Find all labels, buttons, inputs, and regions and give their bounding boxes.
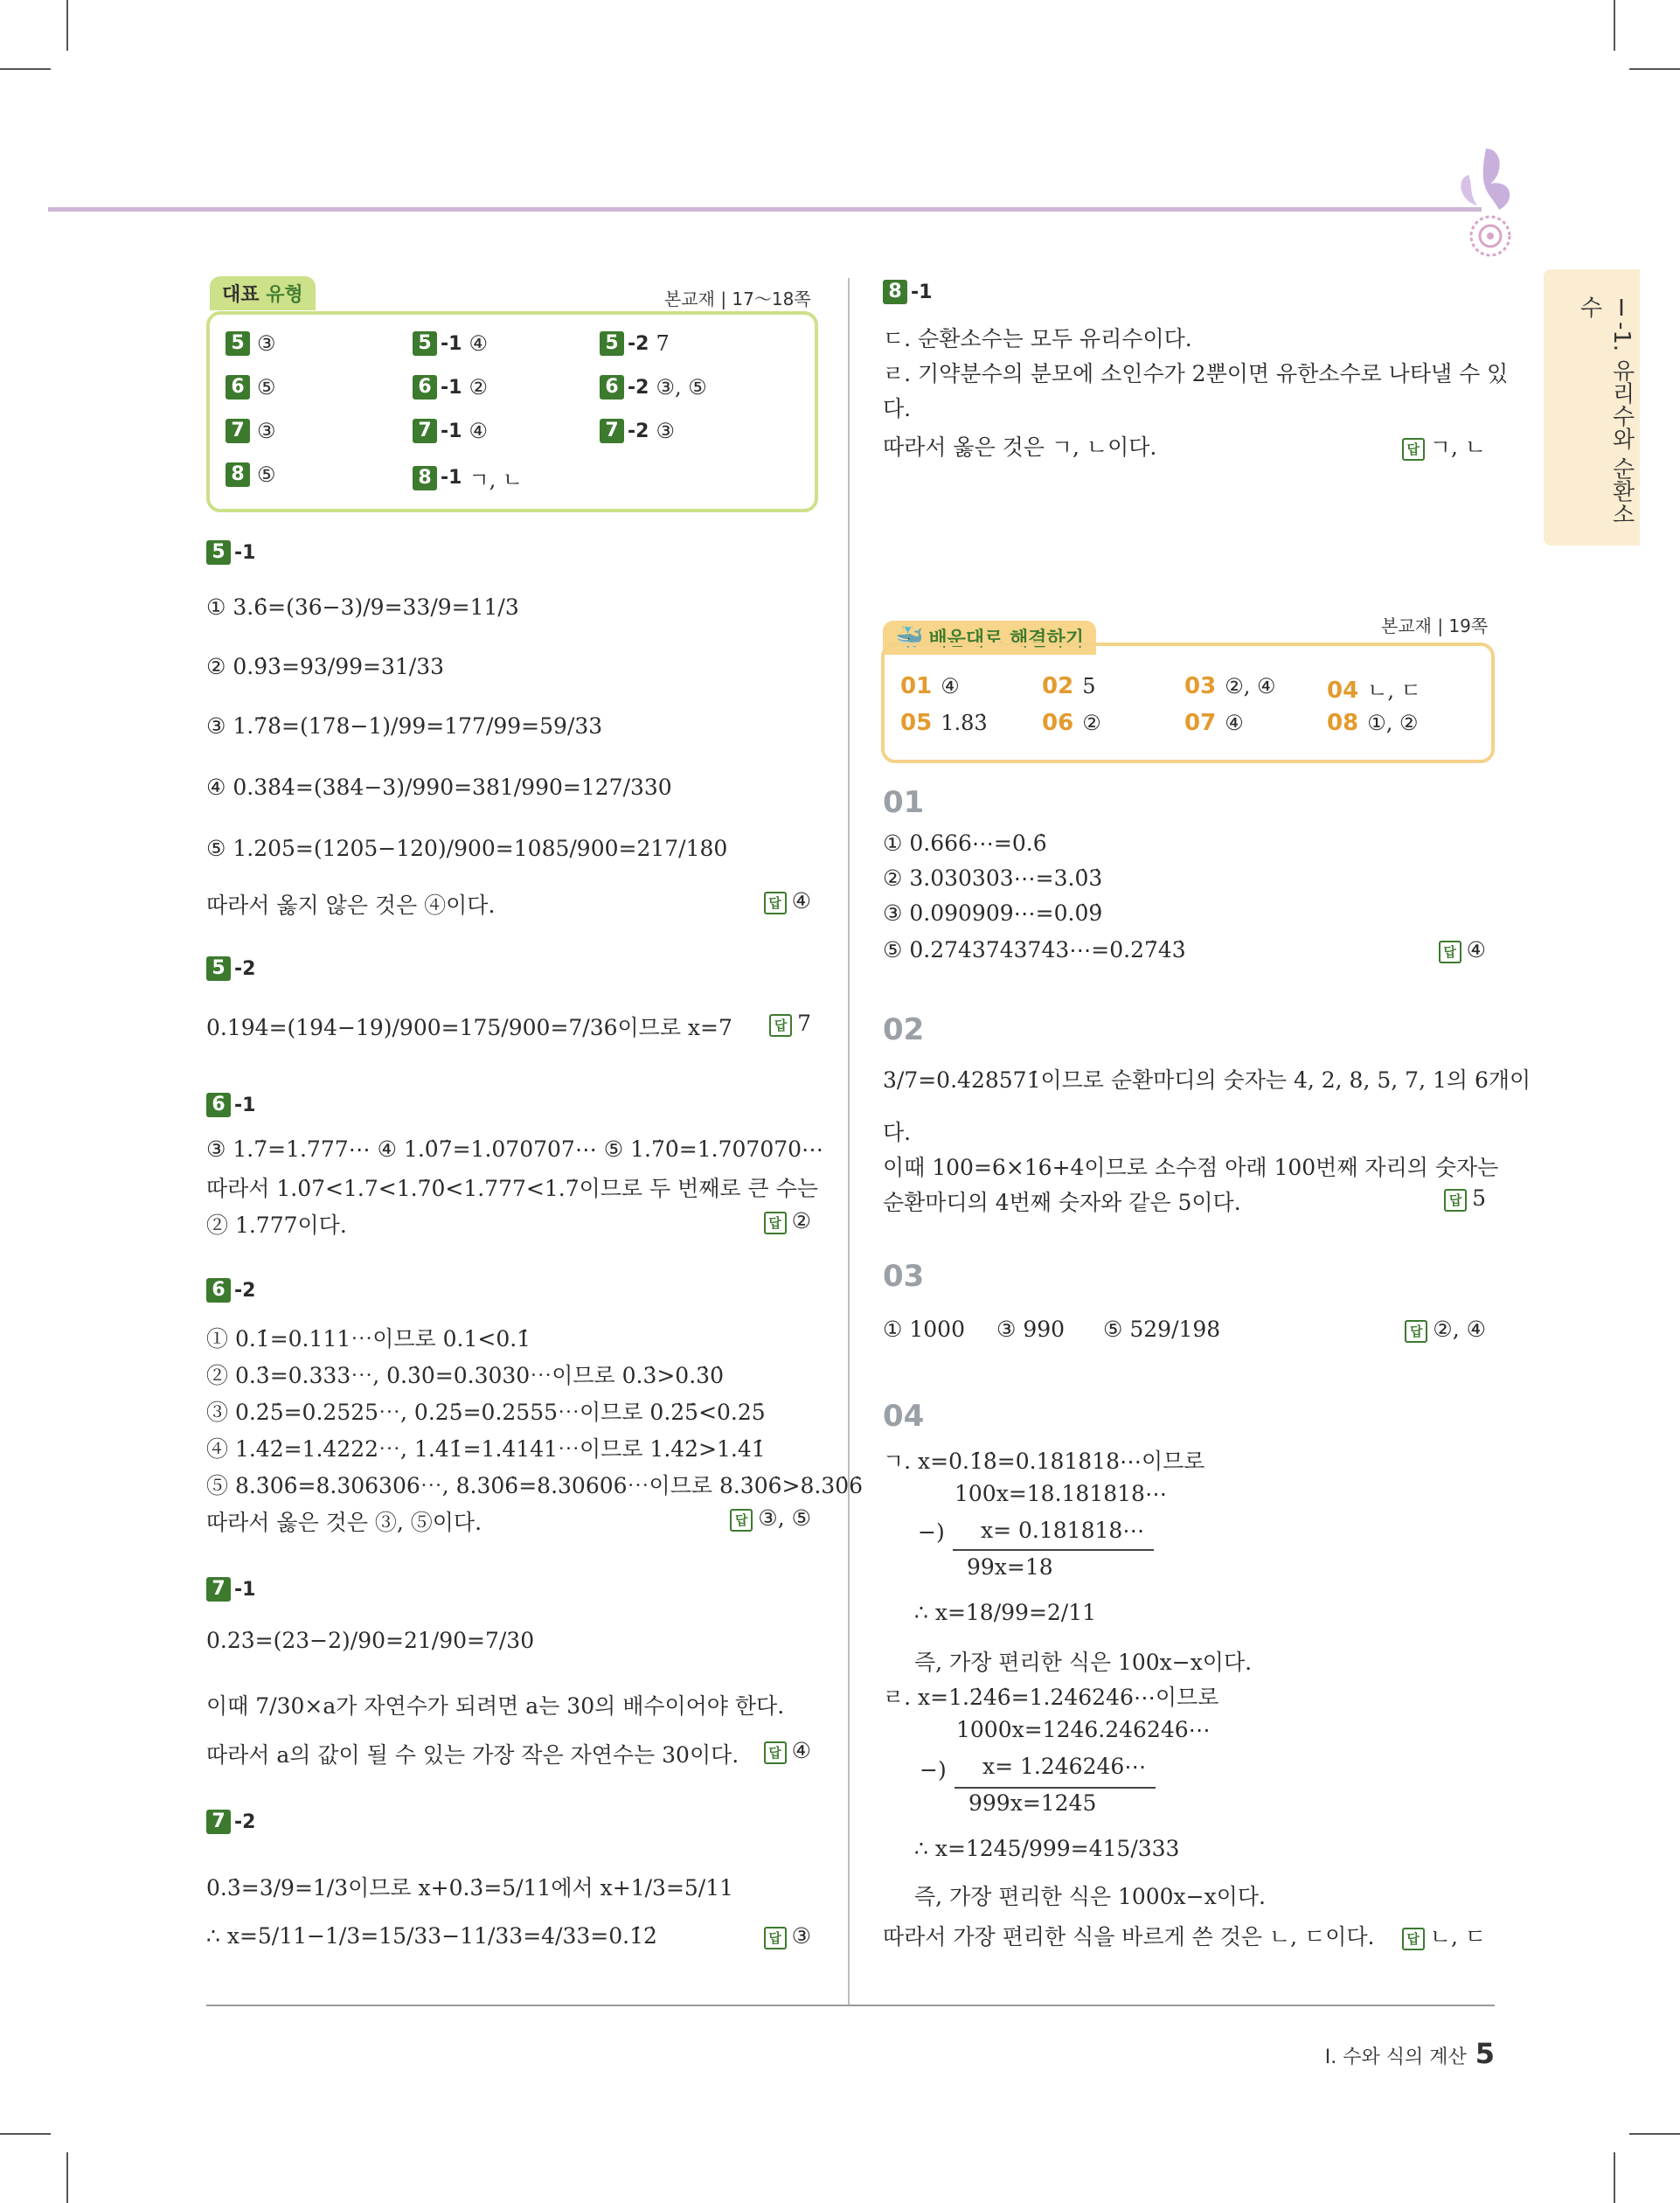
crop-mark — [1614, 2152, 1615, 2203]
rep-cell — [413, 375, 488, 400]
answer-mark — [764, 1208, 811, 1234]
answer-badge-icon: 답 — [1444, 1189, 1467, 1212]
answer-value: ㄴ, ㄷ — [1429, 1924, 1486, 1949]
question-number: 04 — [883, 1399, 925, 1434]
rep-num-badge: 5 — [226, 331, 250, 356]
answer-mark — [1405, 1317, 1486, 1343]
solution-line: 999x=1245 — [968, 1790, 1097, 1816]
answer-value: 7 — [797, 1011, 811, 1036]
footer-chapter: Ⅰ. 수와 식의 계산 — [1324, 2047, 1467, 2068]
solution-line: 99x=18 — [967, 1554, 1053, 1580]
learn-cell — [1042, 673, 1095, 699]
page-footer — [1325, 2037, 1495, 2070]
answer-mark — [769, 1011, 811, 1037]
rep-cell — [413, 331, 488, 356]
answer-mark — [764, 1738, 811, 1764]
answer-badge-icon: 답 — [730, 1509, 753, 1532]
solution-line: ① 1000 — [883, 1317, 965, 1342]
solution-line: 다. — [883, 1120, 912, 1145]
page-number: 5 — [1475, 2037, 1495, 2070]
learn-tag-label: 배운대로 해결하기 — [928, 629, 1085, 650]
solution-line: ① 0.666⋯=0.6̇ — [883, 830, 1047, 856]
rep-answer: ㄱ, ㄴ — [469, 468, 524, 492]
answer-mark — [1439, 937, 1486, 963]
learn-cell — [1327, 673, 1421, 704]
section-num-badge: 5 — [206, 956, 231, 981]
rep-num-badge: 6 — [600, 375, 624, 400]
subtraction-rule — [953, 1549, 1154, 1551]
crop-mark — [66, 0, 68, 51]
learn-answer: ④ — [941, 674, 960, 698]
solution-line: ⑤ 0.2743743743⋯=0.27̇43̇ — [883, 937, 1186, 963]
solution-line: ∴ x=5/11−1/3=15/33−11/33=4/33=0.1̇2̇ — [206, 1923, 657, 1949]
solution-line: 따라서 1.0̇7̇<1.7<1.7̇0̇<1.777<1.7̇이므로 두 번째로 큰 수는 — [206, 1176, 818, 1201]
answer-value: ㄱ, ㄴ — [1429, 434, 1486, 460]
rep-answer: ④ — [469, 419, 488, 443]
solution-line: 따라서 a의 값이 될 수 있는 가장 작은 자연수는 30이다. — [206, 1742, 739, 1768]
section-num-badge: 6 — [206, 1093, 231, 1117]
learn-num: 05 — [900, 710, 933, 736]
rep-num-badge: 8 — [226, 462, 250, 487]
rep-answer: ⑤ — [257, 462, 276, 487]
learn-num: 07 — [1184, 710, 1217, 736]
rep-cell — [226, 462, 276, 487]
learn-cell — [900, 673, 960, 699]
section-num-badge: 8 — [883, 280, 907, 304]
learn-cell — [1042, 710, 1101, 736]
learn-num: 04 — [1327, 678, 1359, 704]
header-rule — [48, 207, 1482, 212]
solution-line: ① 3.6̇=(36−3)/9=33/9=11/3 — [206, 594, 519, 620]
solution-line: 0.3̇=3/9=1/3이므로 x+0.3̇=5/11에서 x+1/3=5/11 — [206, 1875, 734, 1901]
rep-num-badge: 7 — [226, 419, 250, 443]
solution-line: 따라서 옳은 것은 ③, ⑤이다. — [206, 1510, 482, 1535]
rep-sub: -1 — [441, 332, 462, 355]
rep-num-badge: 7 — [600, 419, 624, 443]
answer-badge-icon: 답 — [1405, 1320, 1427, 1343]
section-num-badge: 6 — [206, 1278, 231, 1303]
rep-type-tag — [210, 276, 316, 310]
section-heading — [206, 540, 255, 565]
learn-num: 01 — [900, 673, 933, 699]
footer-rule — [206, 2005, 1495, 2006]
solution-line: ㄱ. x=0.1̇8̇=0.181818⋯이므로 — [883, 1449, 1205, 1474]
rep-cell — [413, 462, 523, 493]
rep-cell — [600, 419, 675, 443]
rep-cell — [413, 419, 488, 443]
section-heading — [206, 1810, 255, 1834]
solution-line: 다. — [883, 396, 912, 421]
rep-page-ref: 본교재 | 17～18쪽 — [664, 288, 811, 309]
rep-num-badge: 8 — [413, 466, 437, 490]
answer-value: ④ — [1466, 937, 1486, 963]
rep-answer: ③, ⑤ — [656, 375, 707, 400]
solution-line: ㄹ. 기약분수의 분모에 소인수가 2뿐이면 유한소수로 나타낼 수 있 — [883, 361, 1509, 386]
solution-line: ⑤ 1.205̇=(1205−120)/900=1085/900=217/180 — [206, 836, 728, 861]
minus-sign: −) — [920, 1757, 947, 1783]
solution-line: ③ 0.090909⋯=0.0̇9̇ — [883, 900, 1103, 926]
rep-answer: 7 — [656, 331, 670, 356]
section-sub: -2 — [234, 957, 256, 980]
answer-value: 5 — [1472, 1185, 1486, 1211]
solution-line: ③ 1.7̇8̇=(178−1)/99=177/99=59/33 — [206, 713, 603, 739]
solution-line: 이때 100=6×16+4이므로 소수점 아래 100번째 자리의 숫자는 — [883, 1155, 1499, 1180]
learn-cell — [1184, 673, 1275, 699]
rep-cell — [226, 375, 276, 400]
rep-num-badge: 5 — [413, 331, 437, 356]
crop-mark — [1629, 2133, 1680, 2135]
answer-value: ③ — [791, 1923, 811, 1949]
crop-mark — [1629, 68, 1680, 70]
section-num-badge: 7 — [206, 1577, 231, 1602]
answer-value: ②, ④ — [1433, 1317, 1486, 1342]
solution-line: ⑤ 8.3̇06̇=8.306306⋯, 8.30̇6̇=8.30606⋯이므로 8.3̇06̇>8.30̇6̇ — [206, 1473, 864, 1498]
rep-answer: ④ — [469, 331, 488, 356]
answer-value: ④ — [791, 888, 811, 914]
rep-num-badge: 6 — [226, 375, 250, 400]
rep-tag-word2: 유형 — [266, 284, 303, 306]
learn-answer: ② — [1082, 711, 1101, 735]
rep-num-badge: 7 — [413, 419, 437, 443]
rep-answer: ③ — [257, 419, 276, 443]
solution-line: 0.194̇=(194−19)/900=175/900=7/36이므로 x=7 — [206, 1015, 732, 1040]
solution-line: ③ 0.2̇5̇=0.2525⋯, 0.25̇=0.2555⋯이므로 0.2̇5̇<0.25̇ — [206, 1400, 766, 1425]
solution-line: ① 0.1̇=0.111⋯이므로 0.1<0.1̇ — [206, 1326, 531, 1352]
solution-line: 이때 7/30×a가 자연수가 되려면 a는 30의 배수이어야 한다. — [206, 1693, 785, 1719]
solution-line: 따라서 가장 편리한 식을 바르게 쓴 것은 ㄴ, ㄷ이다. — [883, 1924, 1375, 1949]
learn-answer: 5 — [1082, 674, 1096, 698]
column-divider — [848, 278, 850, 2005]
solution-line: ㄷ. 순환소수는 모두 유리수이다. — [883, 326, 1192, 351]
crop-mark — [0, 68, 51, 70]
learn-answer: 1.83̇ — [941, 711, 988, 735]
answer-value: ② — [791, 1208, 811, 1234]
rep-num-badge: 5 — [600, 331, 624, 356]
section-sub: -1 — [234, 1578, 256, 1601]
solution-line: ② 3.030303⋯=3.0̇3̇ — [883, 865, 1103, 891]
solution-line: 순환마디의 4번째 숫자와 같은 5이다. — [883, 1190, 1241, 1215]
solution-line: 즉, 가장 편리한 식은 1000x−x이다. — [914, 1884, 1266, 1909]
subtraction-rule — [955, 1787, 1156, 1789]
crop-mark — [1614, 0, 1615, 51]
learn-page-ref: 본교재 | 19쪽 — [1381, 615, 1489, 636]
answer-badge-icon: 답 — [764, 1927, 787, 1949]
learn-num: 03 — [1184, 673, 1217, 699]
answer-badge-icon: 답 — [1402, 438, 1425, 461]
solution-line: 따라서 옳은 것은 ㄱ, ㄴ이다. — [883, 434, 1157, 460]
answer-value: ④ — [791, 1738, 811, 1763]
solution-line: ∴ x=18/99=2/11 — [914, 1600, 1097, 1625]
section-num-badge: 5 — [206, 540, 231, 565]
rep-tag-word1: 대표 — [222, 284, 260, 306]
learn-cell — [1327, 710, 1418, 736]
solution-line: ㄹ. x=1.2̇46̇=1.246246⋯이므로 — [883, 1685, 1219, 1710]
answer-badge-icon: 답 — [769, 1014, 792, 1037]
rep-answer: ③ — [257, 331, 276, 356]
solution-line: ④ 1.42̇=1.4222⋯, 1.4̇1̇=1.4141⋯이므로 1.42̇>1.4̇1̇ — [206, 1436, 766, 1462]
solution-line: 따라서 옳지 않은 것은 ④이다. — [206, 893, 496, 918]
solution-line: 즉, 가장 편리한 식은 100x−x이다. — [914, 1650, 1253, 1675]
solution-line: ∴ x=1245/999=415/333 — [914, 1836, 1180, 1861]
answer-badge-icon: 답 — [1402, 1928, 1425, 1950]
solution-line: ③ 990 — [996, 1317, 1066, 1342]
solution-line: ⑤ 529/198 — [1103, 1317, 1221, 1342]
section-sub: -2 — [234, 1279, 256, 1302]
section-heading — [206, 956, 255, 981]
learn-cell — [1184, 710, 1244, 736]
rep-cell — [600, 375, 707, 400]
section-sub: -1 — [911, 281, 933, 303]
solution-line: 1000x=1246.246246⋯ — [956, 1717, 1211, 1742]
learn-answer: ㄴ, ㄷ — [1367, 678, 1421, 703]
rep-num-badge: 6 — [413, 375, 437, 400]
section-num-badge: 7 — [206, 1810, 231, 1834]
ornament-icon — [1451, 140, 1521, 262]
solution-line: 3/7=0.4̇28571̇이므로 순환마디의 숫자는 4, 2, 8, 5, 7, 1의 6개이 — [883, 1067, 1531, 1093]
learn-answer: ④ — [1225, 711, 1244, 735]
learn-num: 08 — [1327, 710, 1359, 736]
rep-sub: -2 — [628, 420, 649, 442]
minus-sign: −) — [918, 1519, 945, 1545]
answer-mark — [1402, 430, 1486, 462]
rep-cell — [226, 331, 276, 356]
answer-mark — [730, 1505, 811, 1532]
solution-line: x= 1.246246⋯ — [982, 1754, 1147, 1779]
answer-badge-icon: 답 — [764, 1212, 787, 1234]
rep-sub: -2 — [628, 376, 649, 399]
rep-sub: -2 — [628, 332, 649, 355]
whale-icon: 🐳 — [895, 625, 924, 651]
crop-mark — [0, 2133, 51, 2135]
learn-num: 06 — [1042, 710, 1074, 736]
solution-line: 0.23̇=(23−2)/90=21/90=7/30 — [206, 1628, 535, 1653]
answer-badge-icon: 답 — [764, 1741, 787, 1764]
solution-line: x= 0.181818⋯ — [981, 1518, 1145, 1543]
answer-mark — [1402, 1920, 1486, 1951]
section-sub: -1 — [234, 1094, 256, 1116]
learn-answer: ②, ④ — [1225, 674, 1276, 698]
question-number: 03 — [883, 1259, 925, 1294]
learn-answer: ①, ② — [1367, 711, 1419, 735]
rep-answer: ② — [469, 375, 488, 400]
rep-answer: ③ — [656, 419, 675, 443]
section-sub: -1 — [234, 541, 256, 564]
section-heading — [883, 280, 932, 304]
rep-answer: ⑤ — [257, 375, 276, 400]
rep-sub: -1 — [441, 420, 462, 442]
answer-mark — [1444, 1185, 1486, 1212]
solution-line: ③ 1.7̇=1.777⋯ ④ 1.0̇7̇=1.070707⋯ ⑤ 1.7̇0̇=1.707070⋯ — [206, 1136, 824, 1162]
learn-cell — [900, 710, 988, 736]
chapter-side-tab — [1544, 269, 1640, 546]
chapter-side-tab-label: Ⅰ-1. 유리수와 순환소수 — [1576, 295, 1635, 525]
section-heading — [206, 1577, 255, 1602]
answer-badge-icon: 답 — [764, 892, 787, 914]
question-number: 01 — [883, 785, 925, 820]
section-sub: -2 — [234, 1810, 256, 1833]
section-heading — [206, 1093, 255, 1117]
solution-line: 100x=18.181818⋯ — [955, 1481, 1167, 1506]
solution-line: ④ 0.38̇4̇=(384−3)/990=381/990=127/330 — [206, 775, 672, 800]
question-number: 02 — [883, 1012, 925, 1047]
rep-sub: -1 — [441, 376, 462, 399]
answer-mark — [764, 888, 811, 914]
answer-value: ③, ⑤ — [758, 1505, 811, 1531]
answer-badge-icon: 답 — [1439, 941, 1461, 963]
rep-sub: -1 — [441, 467, 462, 489]
rep-cell — [600, 331, 670, 356]
solution-line: ② 1.777이다. — [206, 1213, 347, 1238]
crop-mark — [66, 2152, 68, 2203]
solution-line: ② 0.3̇=0.333⋯, 0.3̇0̇=0.3030⋯이므로 0.3̇>0.3̇0̇ — [206, 1363, 724, 1388]
section-heading — [206, 1278, 255, 1303]
rep-cell — [226, 419, 276, 443]
solution-line: ② 0.9̇3̇=93/99=31/33 — [206, 654, 445, 679]
answer-mark — [764, 1923, 811, 1949]
learn-num: 02 — [1042, 673, 1074, 699]
